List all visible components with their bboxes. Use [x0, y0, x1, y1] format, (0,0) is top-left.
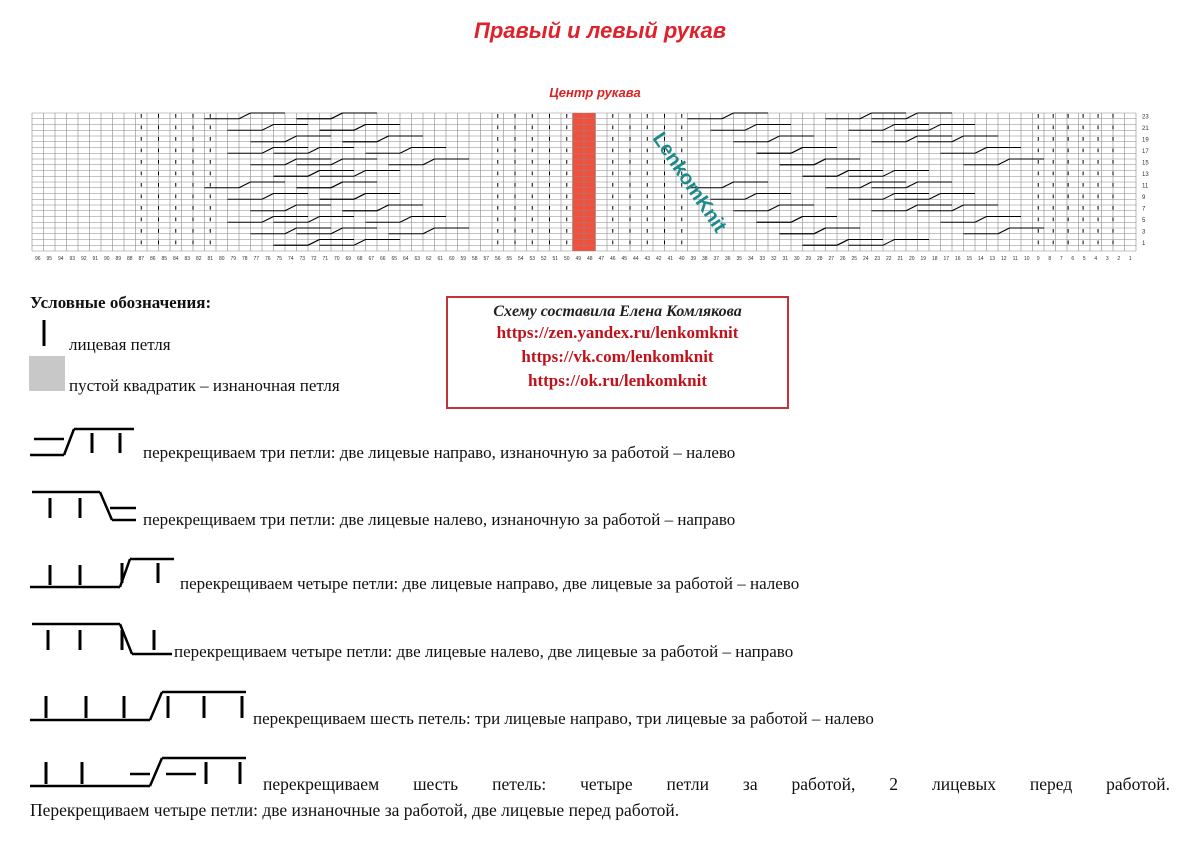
column-number: 95: [46, 256, 53, 262]
row-number: 7: [1142, 206, 1146, 213]
cross-3-right-icon: [28, 425, 138, 460]
column-number: 73: [299, 256, 306, 262]
cable-cross: [331, 182, 343, 188]
column-number: 2: [1117, 256, 1121, 262]
cable-cross: [423, 228, 435, 234]
knit-stitch-icon: [38, 318, 50, 348]
column-number: 56: [494, 256, 501, 262]
column-number: 94: [57, 256, 64, 262]
column-number: 59: [460, 256, 467, 262]
column-number: 77: [253, 256, 260, 262]
legend-cross6-special-text-line2: Перекрещиваем четыре петли: две изнаночные за работой, две лицевые перед работой.: [30, 800, 680, 820]
column-number: 52: [540, 256, 547, 262]
cable-cross: [400, 148, 412, 154]
cable-cross: [354, 171, 366, 177]
cable-cross: [906, 113, 918, 119]
column-number: 76: [264, 256, 271, 262]
column-number: 72: [310, 256, 317, 262]
cable-cross: [423, 159, 435, 165]
cable-cross: [285, 205, 297, 211]
column-number: 1: [1128, 256, 1132, 262]
column-number: 36: [724, 256, 731, 262]
cable-cross: [860, 113, 872, 119]
column-number: 83: [184, 256, 191, 262]
page-title: Правый и левый рукав: [474, 18, 726, 43]
column-number: 12: [1000, 256, 1007, 262]
column-number: 35: [736, 256, 743, 262]
cable-cross: [285, 228, 297, 234]
cable-cross: [400, 217, 412, 223]
legend-cross3-right-text: перекрещиваем три петли: две лицевые направо, изнаночную за работой – налево: [143, 443, 736, 462]
cable-cross: [768, 205, 780, 211]
column-number: 67: [368, 256, 375, 262]
cable-cross: [722, 113, 734, 119]
column-number: 92: [80, 256, 87, 262]
legend-purl-text: пустой квадратик – изнаночная петля: [69, 376, 340, 395]
row-number: 15: [1142, 160, 1149, 167]
column-number: 48: [586, 256, 593, 262]
column-number: 10: [1023, 256, 1030, 262]
column-number: 82: [195, 256, 202, 262]
column-number: 96: [34, 256, 41, 262]
legend-title: Условные обозначения:: [30, 293, 212, 312]
column-number: 42: [655, 256, 662, 262]
cable-cross: [837, 171, 849, 177]
knitting-chart: [30, 110, 1170, 270]
cable-cross: [906, 136, 918, 142]
cable-cross: [262, 148, 274, 154]
column-number: 16: [954, 256, 961, 262]
cross-4-right-icon: [28, 555, 178, 593]
column-number: 65: [391, 256, 398, 262]
column-number: 40: [678, 256, 685, 262]
cable-cross: [883, 240, 895, 246]
column-number: 15: [966, 256, 973, 262]
cable-cross: [331, 113, 343, 119]
column-number: 13: [989, 256, 996, 262]
cable-cross: [883, 171, 895, 177]
cable-cross: [998, 228, 1010, 234]
cable-cross: [285, 159, 297, 165]
column-number: 78: [241, 256, 248, 262]
column-number: 5: [1082, 256, 1086, 262]
column-number: 26: [839, 256, 846, 262]
column-number: 37: [713, 256, 720, 262]
cable-cross: [239, 113, 251, 119]
column-number: 11: [1012, 256, 1018, 262]
cross-4-left-icon: [30, 620, 175, 660]
column-number: 79: [230, 256, 237, 262]
legend-cross6-right-text: перекрещиваем шесть петель: три лицевые направо, три лицевые за работой – налево: [253, 709, 874, 728]
column-number: 24: [862, 256, 869, 262]
row-number: 21: [1142, 125, 1149, 132]
column-number: 71: [322, 256, 329, 262]
column-number: 68: [356, 256, 363, 262]
legend-cross4-right-text: перекрещиваем четыре петли: две лицевые направо, две лицевые за работой – налево: [180, 574, 800, 593]
credit-link-ok[interactable]: https://ok.ru/lenkomknit: [527, 371, 707, 390]
cable-cross: [308, 148, 320, 154]
column-number: 55: [506, 256, 513, 262]
cable-cross: [837, 240, 849, 246]
cable-cross: [952, 136, 964, 142]
cable-cross: [354, 125, 366, 131]
cable-cross: [929, 125, 941, 131]
cable-cross: [952, 205, 964, 211]
column-number: 90: [103, 256, 110, 262]
column-number: 4: [1094, 256, 1098, 262]
column-number: 17: [943, 256, 950, 262]
column-number: 46: [609, 256, 616, 262]
column-number: 89: [115, 256, 122, 262]
column-number: 38: [701, 256, 708, 262]
cable-cross: [929, 194, 941, 200]
column-number: 75: [276, 256, 283, 262]
column-number: 50: [563, 256, 570, 262]
column-number: 45: [621, 256, 628, 262]
column-number: 93: [69, 256, 76, 262]
column-number: 69: [345, 256, 352, 262]
purl-stitch-icon: [29, 356, 65, 391]
cable-cross: [814, 228, 826, 234]
legend-cross6-special-text-line1: перекрещиваем шесть петель: четыре петли за работой, 2 лицевых перед работой.: [263, 774, 1170, 794]
cable-cross: [331, 228, 343, 234]
column-number: 74: [287, 256, 294, 262]
row-number: 9: [1142, 194, 1146, 201]
column-number: 88: [126, 256, 133, 262]
legend-cross4-left-text: перекрещиваем четыре петли: две лицевые налево, две лицевые за работой – направо: [174, 642, 794, 661]
cable-cross: [285, 136, 297, 142]
cable-cross: [768, 136, 780, 142]
column-number: 80: [218, 256, 225, 262]
column-number: 22: [885, 256, 892, 262]
cross-3-left-icon: [30, 488, 140, 526]
cable-cross: [377, 136, 389, 142]
column-number: 33: [759, 256, 766, 262]
cable-cross: [883, 194, 895, 200]
column-number: 30: [793, 256, 800, 262]
row-number: 1: [1142, 240, 1146, 247]
cable-cross: [860, 182, 872, 188]
column-number: 53: [529, 256, 536, 262]
column-number: 19: [920, 256, 927, 262]
column-number: 85: [161, 256, 168, 262]
column-number: 44: [632, 256, 639, 262]
column-number: 41: [667, 256, 674, 262]
cable-cross: [262, 125, 274, 131]
column-number: 86: [149, 256, 156, 262]
column-number: 7: [1059, 256, 1063, 262]
row-number: 17: [1142, 148, 1149, 155]
column-number: 8: [1048, 256, 1052, 262]
column-number: 27: [828, 256, 835, 262]
cable-cross: [722, 182, 734, 188]
column-number: 70: [333, 256, 340, 262]
cable-cross: [791, 148, 803, 154]
column-number: 84: [172, 256, 179, 262]
column-number: 49: [575, 256, 582, 262]
cable-cross: [883, 125, 895, 131]
cable-cross: [975, 148, 987, 154]
row-number: 5: [1142, 217, 1146, 224]
column-number: 61: [437, 256, 444, 262]
cable-cross: [331, 159, 343, 165]
cable-cross: [308, 171, 320, 177]
column-number: 47: [598, 256, 605, 262]
column-number: 34: [747, 256, 754, 262]
column-number: 64: [402, 256, 409, 262]
cable-cross: [814, 159, 826, 165]
cable-cross: [791, 217, 803, 223]
column-number: 39: [690, 256, 697, 262]
column-number: 9: [1036, 256, 1040, 262]
cable-cross: [262, 194, 274, 200]
cable-cross: [354, 240, 366, 246]
column-number: 14: [977, 256, 984, 262]
column-number: 25: [851, 256, 858, 262]
column-number: 81: [207, 256, 214, 262]
credit-link-vk[interactable]: https://vk.com/lenkomknit: [521, 347, 714, 366]
column-number: 23: [874, 256, 881, 262]
column-number: 54: [517, 256, 524, 262]
cable-cross: [906, 182, 918, 188]
cable-cross: [906, 205, 918, 211]
credit-author: Схему составила Елена Комлякова: [493, 303, 742, 320]
watermark-text: LenkomKnit: [647, 128, 731, 237]
column-number: 87: [138, 256, 145, 262]
cable-cross: [745, 125, 757, 131]
column-number: 18: [931, 256, 938, 262]
credit-box: [446, 296, 789, 409]
column-number: 66: [379, 256, 386, 262]
cable-cross: [745, 194, 757, 200]
column-number: 62: [425, 256, 432, 262]
column-number: 91: [92, 256, 99, 262]
column-number: 60: [448, 256, 455, 262]
cross-6-right-icon: [28, 688, 250, 726]
column-number: 21: [897, 256, 904, 262]
column-number: 31: [782, 256, 789, 262]
column-number: 58: [471, 256, 478, 262]
column-number: 20: [908, 256, 915, 262]
center-label: Центр рукава: [549, 85, 641, 100]
legend-cross6-special-text: [30, 774, 1170, 795]
cable-cross: [998, 159, 1010, 165]
cable-cross: [308, 240, 320, 246]
column-number: 28: [816, 256, 823, 262]
row-number: 11: [1142, 183, 1149, 190]
cable-cross: [239, 182, 251, 188]
row-number: 23: [1142, 114, 1149, 121]
column-number: 32: [770, 256, 777, 262]
column-number: 6: [1071, 256, 1075, 262]
column-number: 29: [805, 256, 812, 262]
column-number: 3: [1105, 256, 1109, 262]
row-number: 13: [1142, 171, 1149, 178]
cable-cross: [308, 217, 320, 223]
row-number: 19: [1142, 137, 1149, 144]
credit-link-zen[interactable]: https://zen.yandex.ru/lenkomknit: [496, 323, 739, 342]
column-number: 51: [552, 256, 559, 262]
column-number: 43: [644, 256, 651, 262]
legend-cross3-left-text: перекрещиваем три петли: две лицевые налево, изнаночную за работой – направо: [143, 510, 736, 529]
cable-cross: [262, 217, 274, 223]
cable-cross: [377, 205, 389, 211]
cable-cross: [354, 194, 366, 200]
column-number: 57: [483, 256, 490, 262]
column-number: 63: [414, 256, 421, 262]
cable-cross: [975, 217, 987, 223]
row-number: 3: [1142, 229, 1146, 236]
legend-knit-text: лицевая петля: [69, 335, 171, 354]
